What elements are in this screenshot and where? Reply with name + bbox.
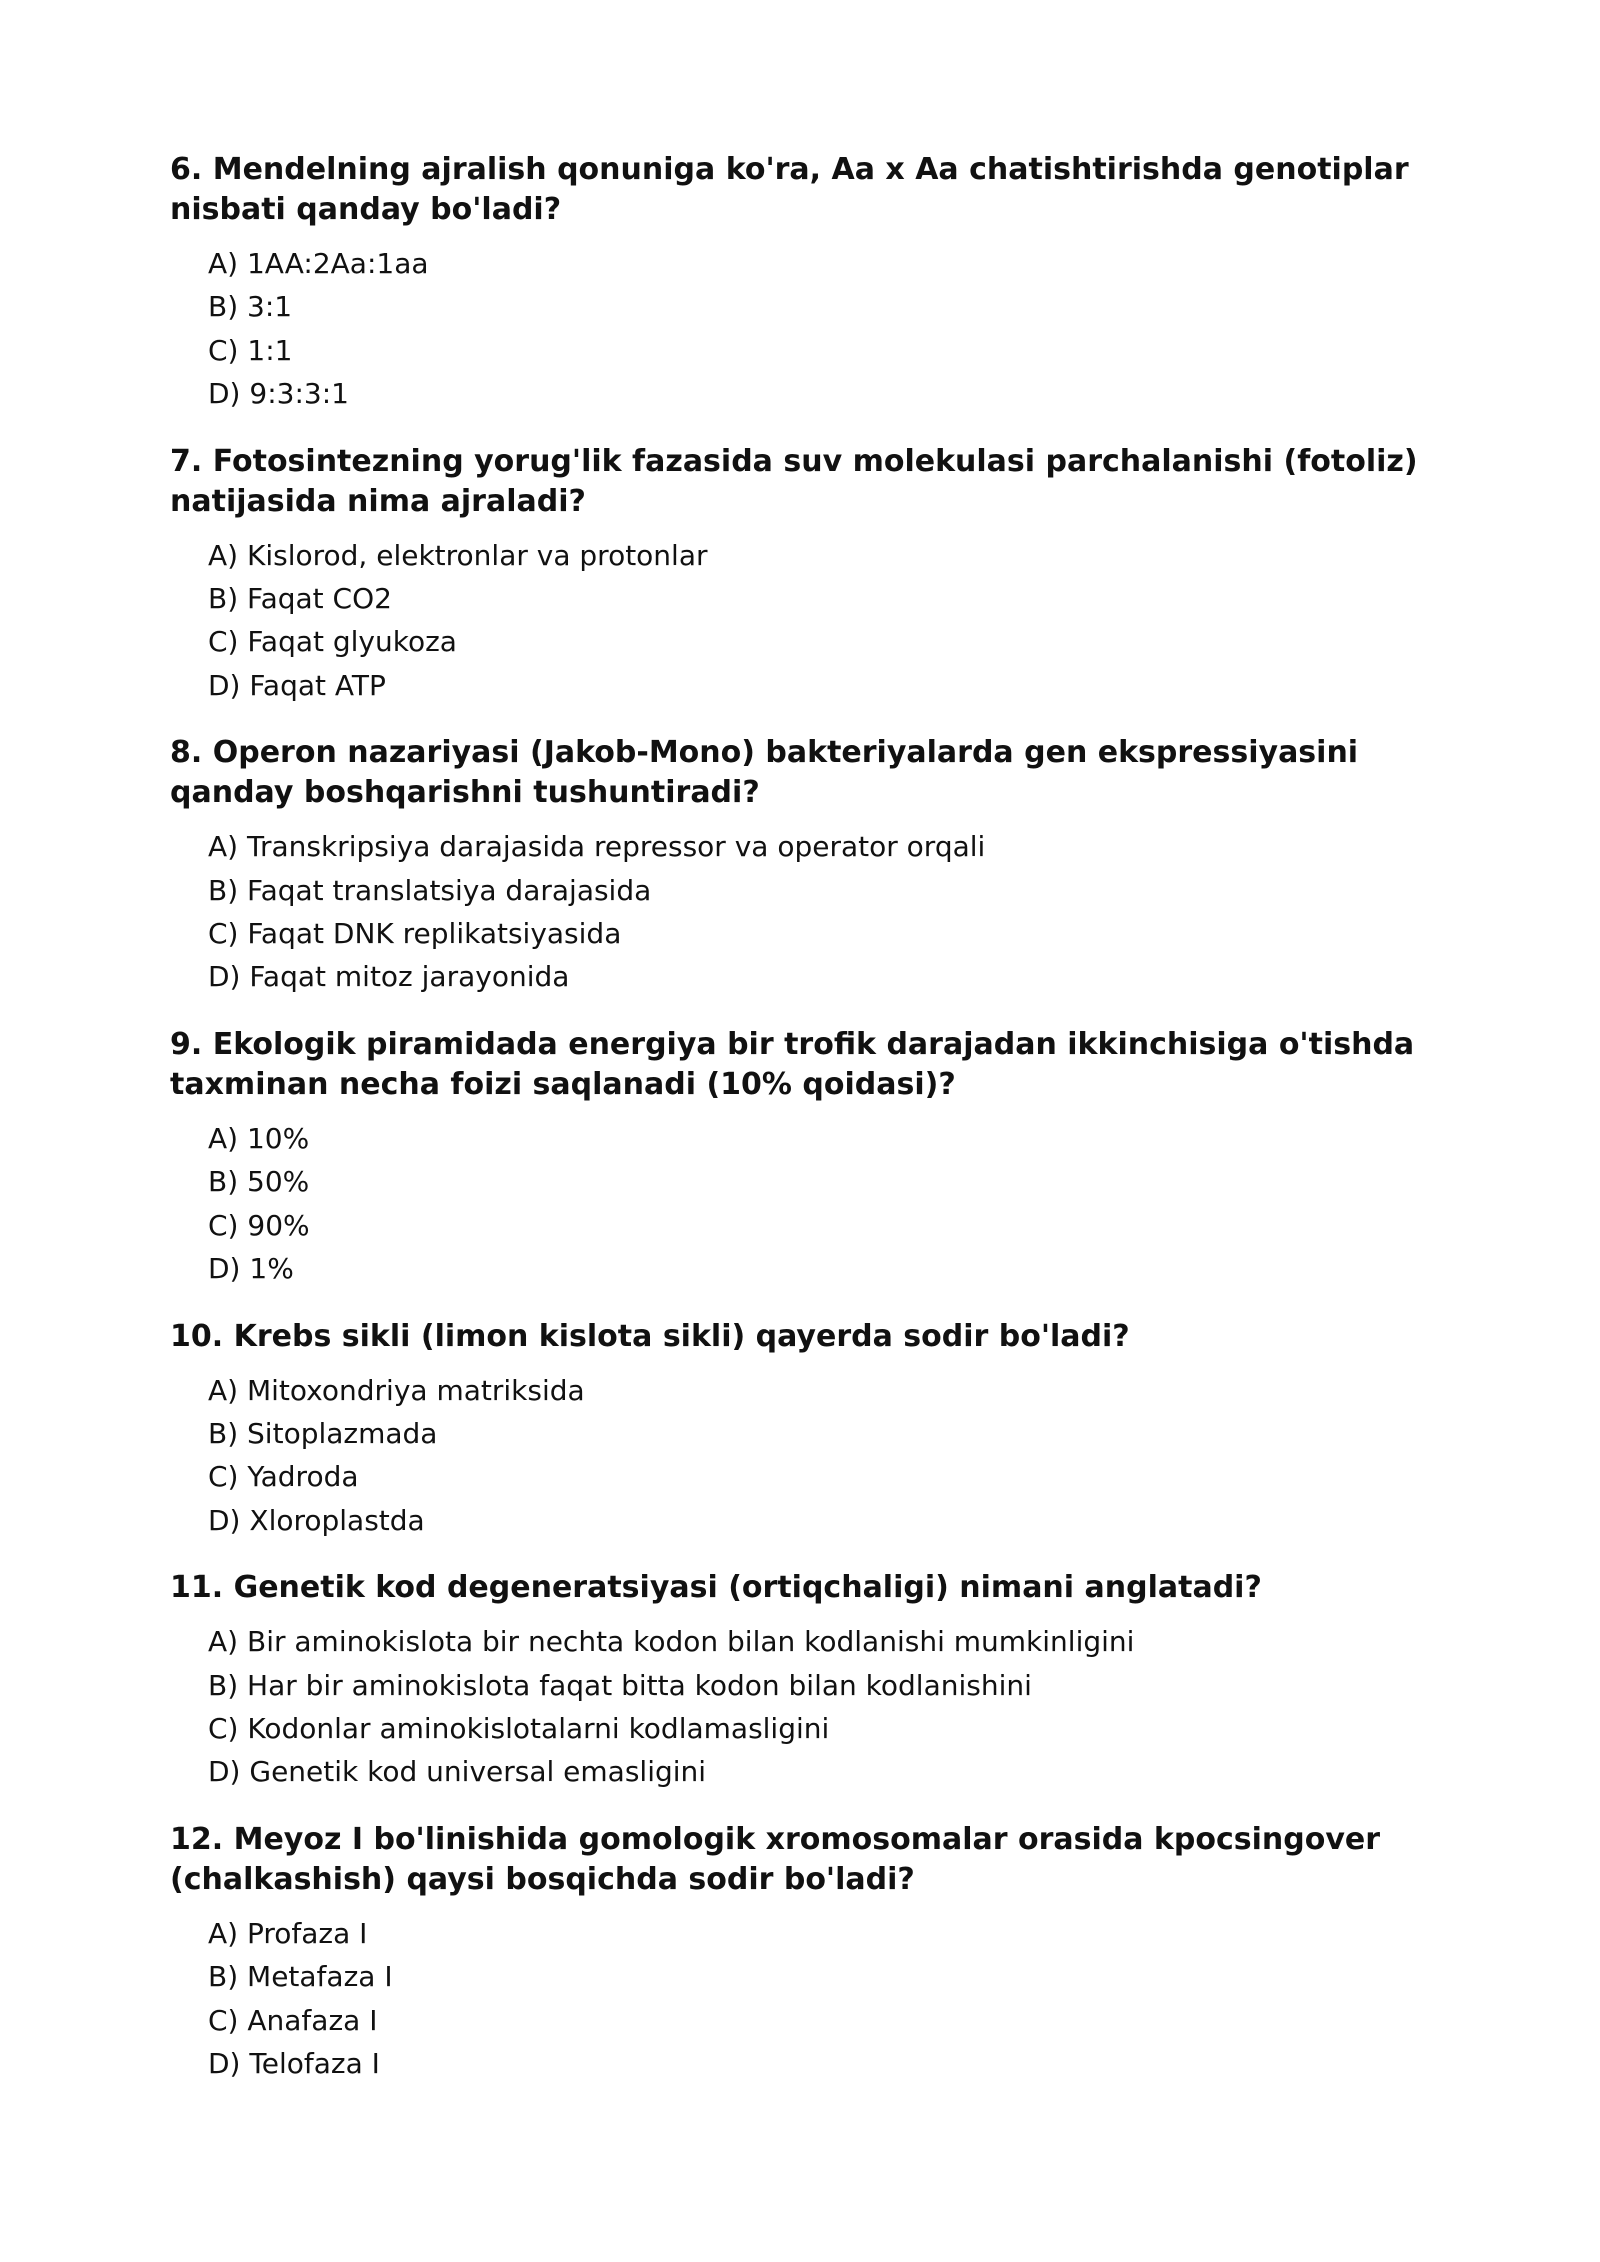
answer-option-a: A) 10%	[208, 1121, 310, 1155]
question-title: 6. Mendelning ajralish qonuniga ko'ra, Aa x Aa chatishtirishda genotiplar nisbati qanday bo'ladi?	[170, 152, 1409, 227]
answer-option-d: D) Genetik kod universal emasligini	[208, 1755, 707, 1789]
question-title: 7. Fotosintezning yorug'lik fazasida suv molekulasi parchalanishi (fotoliz) natijasida nima ajraladi?	[170, 443, 1418, 519]
question-10	[170, 1317, 1430, 1543]
answer-option-c: C) Kodonlar aminokislotalarni kodlamasligini	[208, 1711, 830, 1745]
answer-options	[170, 825, 1430, 999]
answer-option-a: A) Profaza I	[208, 1916, 368, 1950]
question-7	[170, 442, 1430, 708]
answer-option-b: B) Faqat CO2	[208, 582, 392, 616]
answer-options	[170, 242, 1430, 416]
answer-option-c: C) 90%	[208, 1208, 310, 1242]
answer-option-a: A) Transkripsiya darajasida repressor va operator orqali	[208, 830, 986, 864]
answer-option-d: D) 1%	[208, 1252, 294, 1286]
question-9	[170, 1025, 1430, 1291]
answer-option-a: A) Kislorod, elektronlar va protonlar	[208, 538, 708, 572]
answer-option-c: C) 1:1	[208, 333, 293, 367]
question-title: 9. Ekologik piramidada energiya bir trofik darajadan ikkinchisiga o'tishda taxminan necha foizi saqlanadi (10% qoidasi)?	[170, 1026, 1415, 1102]
question-11	[170, 1568, 1430, 1794]
answer-option-c: C) Anafaza I	[208, 2003, 378, 2037]
answer-options	[170, 1117, 1430, 1291]
answer-options	[170, 1912, 1430, 2086]
answer-option-d: D) Telofaza I	[208, 2046, 380, 2080]
question-title: 8. Operon nazariyasi (Jakob-Mono) bakteriyalarda gen ekspressiyasini qanday boshqarishni tushuntiradi?	[170, 735, 1359, 811]
answer-option-b: B) 50%	[208, 1165, 310, 1199]
answer-options	[170, 534, 1430, 708]
answer-option-c: C) Yadroda	[208, 1460, 359, 1494]
answer-option-a: A) 1AA:2Aa:1aa	[208, 247, 429, 280]
answer-options	[170, 1620, 1430, 1794]
answer-option-d: D) Xloroplastda	[208, 1503, 425, 1537]
answer-option-a: A) Mitoxondriya matriksida	[208, 1373, 585, 1407]
question-title: 11. Genetik kod degeneratsiyasi (ortiqchaligi) nimani anglatadi?	[170, 1570, 1262, 1606]
question-6	[170, 150, 1430, 416]
answer-option-d: D) Faqat mitoz jarayonida	[208, 960, 570, 994]
answer-option-b: B) Faqat translatsiya darajasida	[208, 873, 652, 907]
question-title: 12. Meyoz I bo'linishida gomologik xromosomalar orasida kpocsingover (chalkashish) qaysi bosqichda sodir bo'ladi?	[170, 1821, 1381, 1897]
question-list	[170, 150, 1430, 2111]
answer-option-c: C) Faqat glyukoza	[208, 625, 457, 659]
answer-option-b: B) Metafaza I	[208, 1960, 393, 1994]
question-12	[170, 1820, 1430, 2086]
answer-options	[170, 1369, 1430, 1543]
answer-option-b: B) 3:1	[208, 290, 293, 324]
answer-option-d: D) Faqat ATP	[208, 668, 386, 702]
question-title: 10. Krebs sikli (limon kislota sikli) qayerda sodir bo'ladi?	[170, 1318, 1130, 1354]
answer-option-a: A) Bir aminokislota bir nechta kodon bilan kodlanishi mumkinligini	[208, 1625, 1135, 1659]
answer-option-b: B) Sitoplazmada	[208, 1416, 438, 1450]
answer-option-b: B) Har bir aminokislota faqat bitta kodon bilan kodlanishini	[208, 1668, 1032, 1702]
answer-option-c: C) Faqat DNK replikatsiyasida	[208, 917, 622, 951]
question-8	[170, 733, 1430, 999]
answer-option-d: D) 9:3:3:1	[208, 377, 349, 411]
